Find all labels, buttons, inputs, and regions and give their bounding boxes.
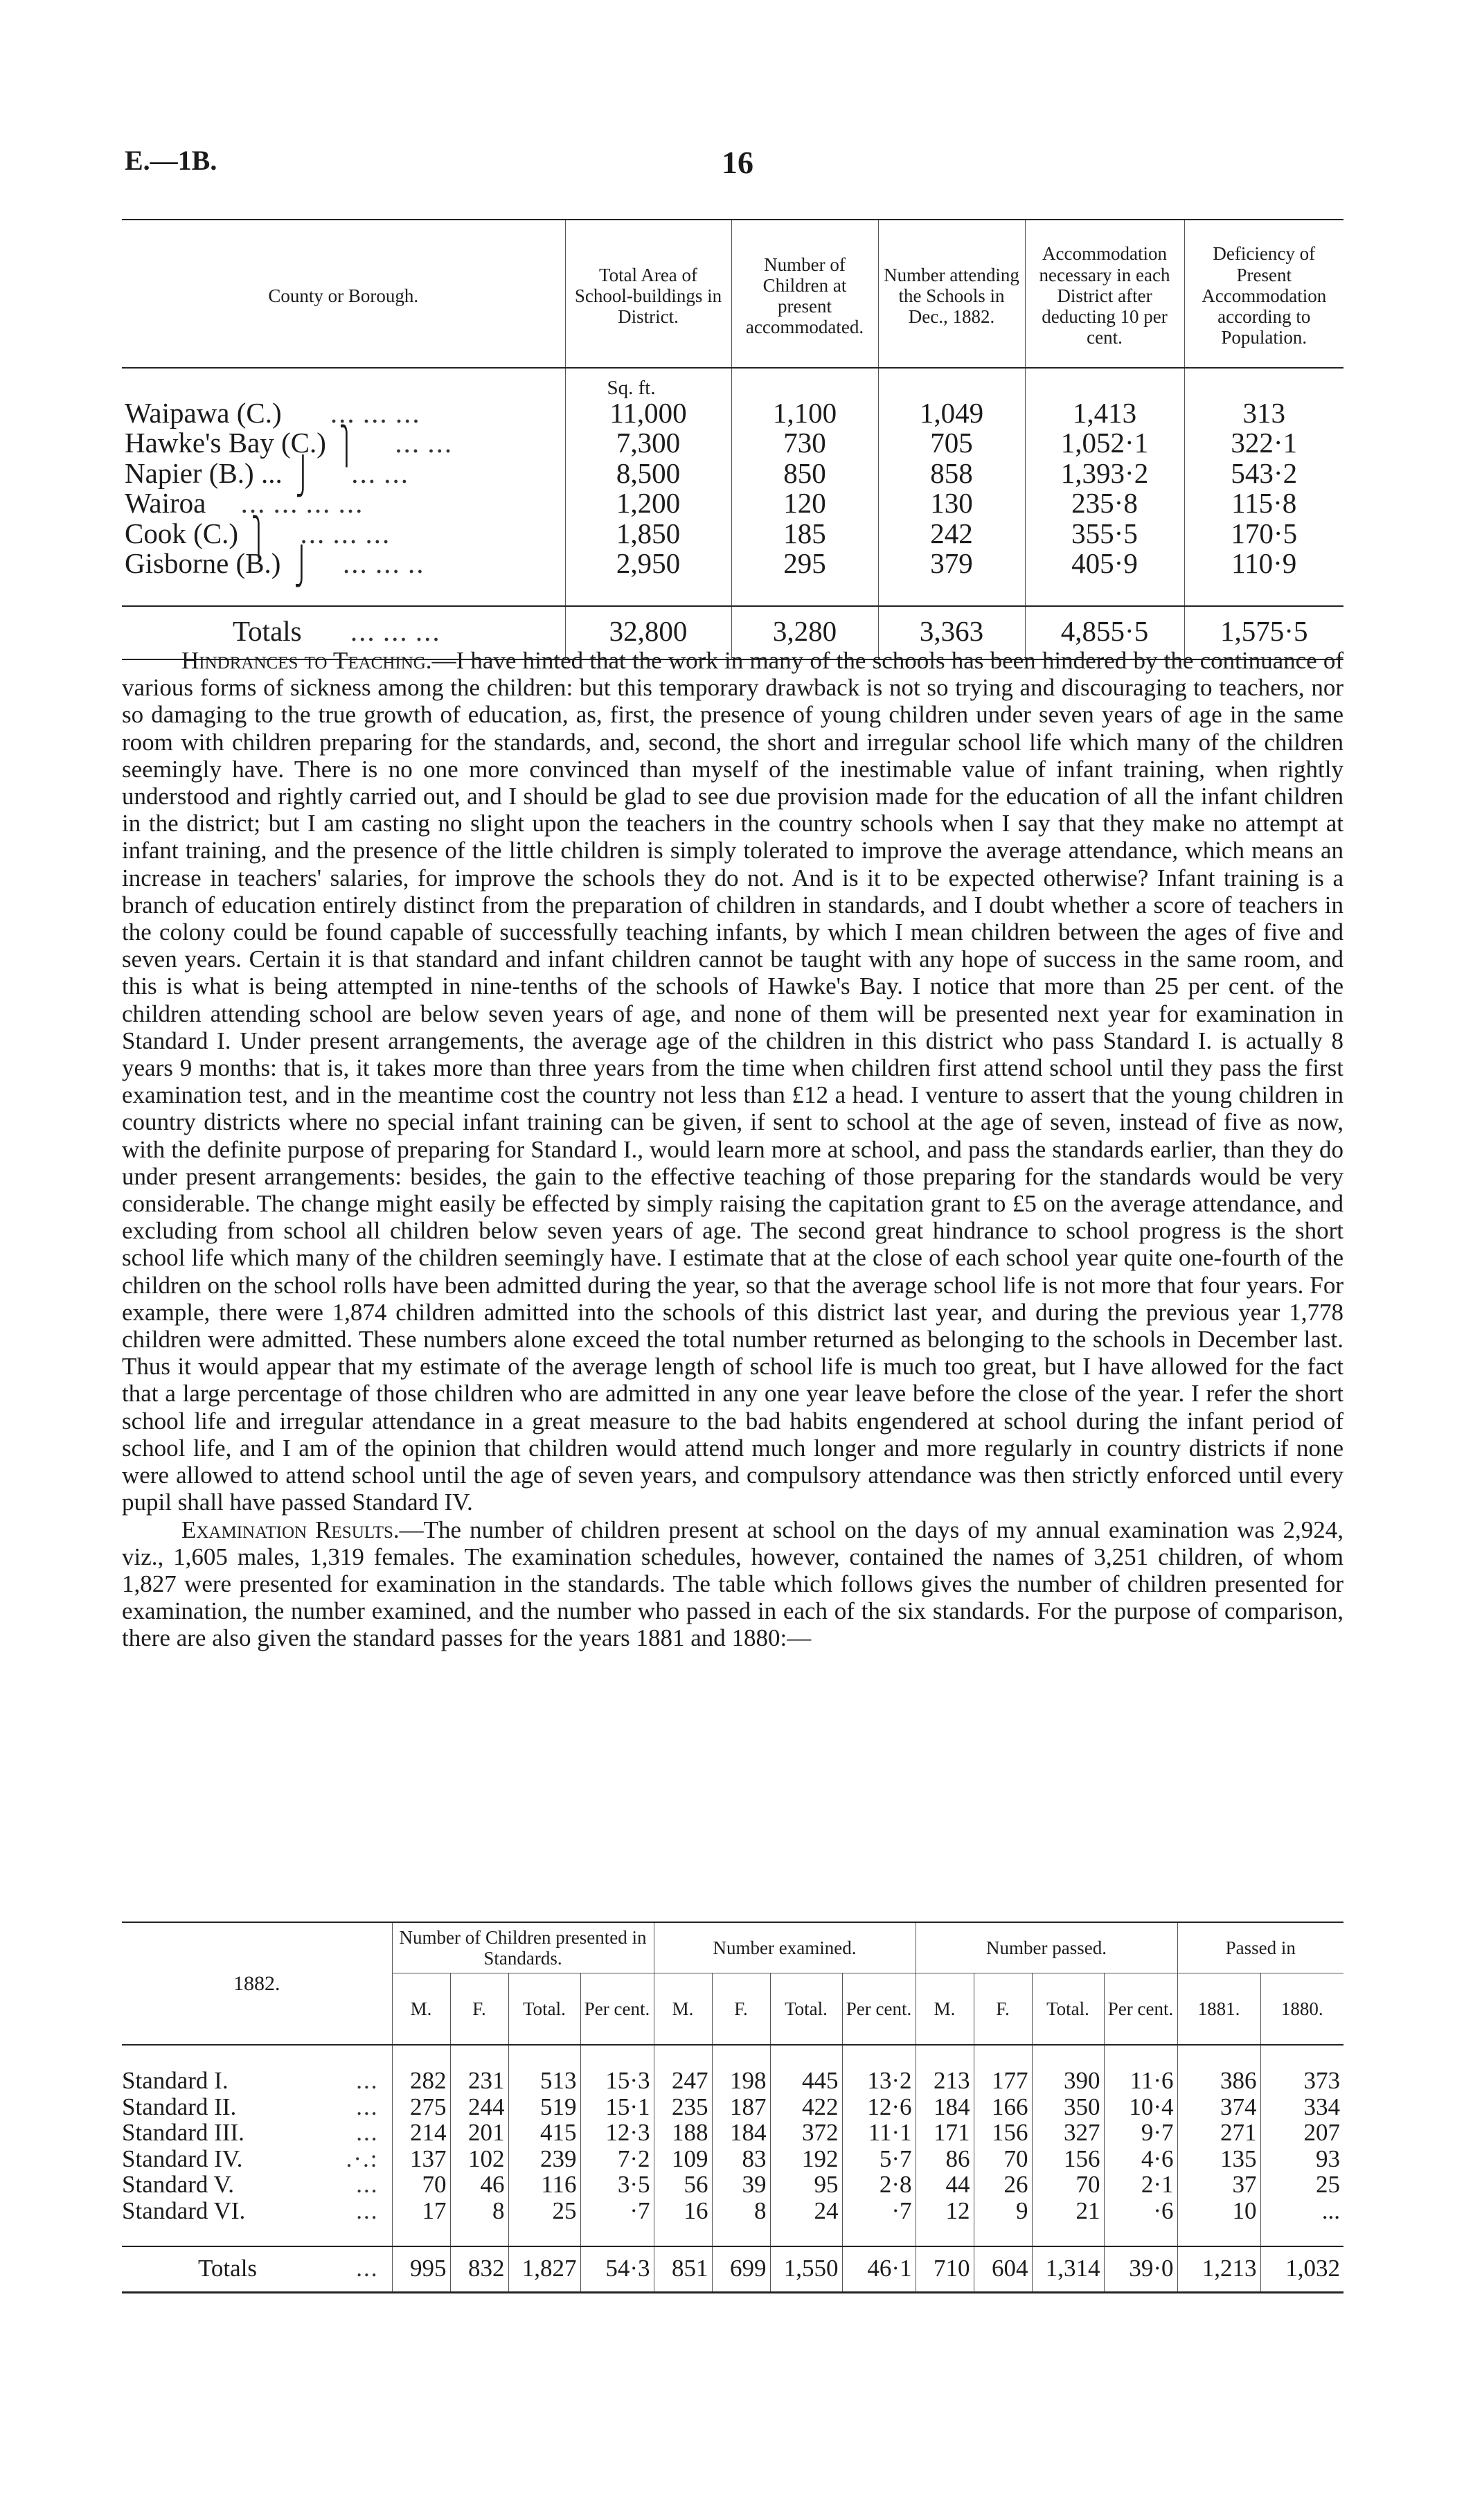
leader-dots: ... bbox=[356, 2067, 379, 2095]
cell-necessary: 1,393·2 bbox=[1025, 459, 1184, 488]
brace-top-icon: ⎫ bbox=[339, 427, 355, 467]
sub-header: F. bbox=[712, 1973, 770, 2046]
table-cell: 184 bbox=[712, 2120, 770, 2145]
table-cell: 1,032 bbox=[1260, 2246, 1344, 2292]
cell-deficiency: 110·9 bbox=[1184, 549, 1344, 578]
table-cell: 4·6 bbox=[1104, 2146, 1177, 2172]
sub-header: M. bbox=[916, 1973, 974, 2046]
cell-accommodated: 185 bbox=[731, 519, 878, 549]
group-examined: Number examined. bbox=[654, 1922, 916, 1973]
table-cell: 102 bbox=[450, 2146, 508, 2172]
table-cell: 207 bbox=[1260, 2120, 1344, 2145]
table-cell: 334 bbox=[1260, 2094, 1344, 2120]
row-name: Standard II. bbox=[122, 2093, 237, 2120]
table-cell: 11·1 bbox=[842, 2120, 916, 2145]
totals-row bbox=[122, 2246, 1344, 2292]
cell-area: 8,500 bbox=[565, 459, 731, 488]
leader-dots: ... bbox=[356, 2171, 379, 2199]
table-cell: 214 bbox=[392, 2120, 450, 2145]
table-cell: 135 bbox=[1177, 2146, 1260, 2172]
table-cell: 710 bbox=[916, 2246, 974, 2292]
cell-accommodated: 120 bbox=[731, 488, 878, 518]
group-header-row bbox=[122, 1922, 1344, 1973]
table-cell: 184 bbox=[916, 2094, 974, 2120]
row-name: Standard IV. bbox=[122, 2145, 243, 2172]
table-cell: 177 bbox=[974, 2068, 1032, 2093]
table-cell: 231 bbox=[450, 2068, 508, 2093]
cell-attending: 705 bbox=[878, 428, 1025, 458]
table-cell: 116 bbox=[508, 2172, 580, 2197]
col-attending: Number attending the Schools in Dec., 1882. bbox=[878, 220, 1025, 368]
table-cell: 12·3 bbox=[580, 2120, 654, 2145]
table-cell: 13·2 bbox=[842, 2068, 916, 2093]
table-cell: 15·3 bbox=[580, 2068, 654, 2093]
table-cell: 8 bbox=[712, 2198, 770, 2224]
row-name: Standard III. bbox=[122, 2119, 244, 2147]
table-row: Cook (C.) ⎫ ... ... ... 1,850 185 242 355·5 170·5 bbox=[122, 519, 1344, 549]
table-cell: 1,314 bbox=[1032, 2246, 1104, 2292]
cell-accommodated: 295 bbox=[731, 549, 878, 578]
sub-header: Total. bbox=[508, 1973, 580, 2046]
table-cell: 86 bbox=[916, 2146, 974, 2172]
row-label-cell bbox=[122, 2068, 392, 2093]
row-label-cell bbox=[122, 2094, 392, 2120]
row-label-cell bbox=[122, 2172, 392, 2197]
table-cell: 93 bbox=[1260, 2146, 1344, 2172]
table-cell: 7·2 bbox=[580, 2146, 654, 2172]
table-cell: 5·7 bbox=[842, 2146, 916, 2172]
table-cell: 350 bbox=[1032, 2094, 1104, 2120]
table-cell: 12·6 bbox=[842, 2094, 916, 2120]
table-cell: 390 bbox=[1032, 2068, 1104, 2093]
table-cell: 137 bbox=[392, 2146, 450, 2172]
leader-dots: ... bbox=[356, 2255, 379, 2282]
table-cell: 9 bbox=[974, 2198, 1032, 2224]
table-cell: 11·6 bbox=[1104, 2068, 1177, 2093]
unit-label: Sq. ft. bbox=[565, 368, 731, 398]
cell-necessary: 1,052·1 bbox=[1025, 428, 1184, 458]
table-cell: 247 bbox=[654, 2068, 712, 2093]
cell-accommodated: 1,100 bbox=[731, 398, 878, 428]
table-cell: 37 bbox=[1177, 2172, 1260, 2197]
row-name: Waipawa (C.) bbox=[125, 397, 282, 429]
table-cell: 10·4 bbox=[1104, 2094, 1177, 2120]
col-deficiency: Deficiency of Present Accommodation according to Population. bbox=[1184, 220, 1344, 368]
sub-header: M. bbox=[392, 1973, 450, 2046]
table-cell: 39 bbox=[712, 2172, 770, 2197]
cell-attending: 242 bbox=[878, 519, 1025, 549]
table-cell: 70 bbox=[1032, 2172, 1104, 2197]
table-row bbox=[122, 2146, 1344, 2172]
cell-area: 32,800 bbox=[565, 606, 731, 659]
row-label-cell bbox=[122, 2198, 392, 2224]
col-county: County or Borough. bbox=[122, 220, 565, 368]
standards-table bbox=[122, 1922, 1344, 2293]
cell-necessary: 405·9 bbox=[1025, 549, 1184, 578]
table-cell: 10 bbox=[1177, 2198, 1260, 2224]
group-passed: Number passed. bbox=[916, 1922, 1177, 1973]
table-cell: 604 bbox=[974, 2246, 1032, 2292]
row-name: Napier (B.) ... bbox=[125, 456, 283, 489]
table-cell: 156 bbox=[1032, 2146, 1104, 2172]
table-row: Gisborne (B.) ⎭ ... ... .. 2,950 295 379 405·9 110·9 bbox=[122, 549, 1344, 578]
cell-accommodated: 3,280 bbox=[731, 606, 878, 659]
spacer-row bbox=[122, 2224, 1344, 2246]
cell-area: 2,950 bbox=[565, 549, 731, 578]
cell-area: 7,300 bbox=[565, 428, 731, 458]
sub-header: Total. bbox=[770, 1973, 842, 2046]
table-cell: 1,550 bbox=[770, 2246, 842, 2292]
row-name: Wairoa bbox=[125, 487, 206, 520]
examination-heading: Examination Results. bbox=[181, 1516, 400, 1543]
table-cell: 26 bbox=[974, 2172, 1032, 2197]
row-name: Standard VI. bbox=[122, 2197, 246, 2224]
cell-area: 1,850 bbox=[565, 519, 731, 549]
cell-deficiency: 543·2 bbox=[1184, 459, 1344, 488]
table-cell: 17 bbox=[392, 2198, 450, 2224]
table-cell: 235 bbox=[654, 2094, 712, 2120]
cell-necessary: 235·8 bbox=[1025, 488, 1184, 518]
hindrances-body: —I have hinted that the work in many of the schools has been hindered by the continuance of various forms of sickness among the children: but this temporary drawback is not so trying and discouraging to teachers, nor so damaging to the true growth of education, as, first, the presence of young children under seven years of age in the same room with children preparing for the standards, and, second, the short and irregular school life which many of the children seemingly have. There is no one more convinced than myself of the inestimable value of infant training, when rightly understood and rightly carried out, and I should be glad to see due provision made for the education of all the infant children in the district; but I am casting no slight upon the teachers in the country schools when I say that they make no attempt at infant training, and the presence of the little children is simply tolerated to improve the average attendance, which means an increase in teachers' salaries, for improve the schools they do not. And is it to be expected otherwise? Infant training is a branch of education entirely distinct from the preparation of children in standards, and I doubt whether a score of teachers in the colony could be found capable of successfully teaching infants, by which I mean children between the ages of five and seven years. Certain it is that standard and infant children cannot be taught with any hope of success in the same room, and this is what is being attempted in nine-tenths of the schools of Hawke's Bay. I notice that more than 25 per cent. of the children attending school are below seven years of age, and none of them will be presented next year for examination in Standard I. Under present arrangements, the average age of the children in this district who pass Standard I. is actually 8 years 9 months: that is, it takes more than three years from the time when children first attend school until they pass the first examination test, and in the meantime cost the country not less than £12 a head. I venture to assert that the young children in country districts where no special infant training can be given, if sent to school at the age of seven, instead of five as now, with the definite purpose of preparing for Standard I., would learn more at school, and pass the standards earlier, than they do under present arrangements: besides, the gain to the effective teaching of those preparing for the standards would be very considerable. The change might easily be effected by simply raising the capitation grant to £5 on the average attendance, and excluding from school all children below seven years of age. The second great hindrance to school progress is the short school life which many of the children seemingly have. I estimate that at the close of each school year quite one-fourth of the children on the school rolls have been admitted during the year, so that the average school life is not more that four years. For example, there were 1,874 children admitted into the schools of this district last year, and during the previous year 1,778 children were admitted. These numbers alone exceed the total number returned as belonging to the schools in December last. Thus it would appear that my estimate of the average length of school life is much too great, but I have allowed for the fact that a large percentage of those children who are admitted in any one year leave before the close of the year. I refer the short school life and irregular attendance in a great measure to the bad habits engendered at school during the infant period of school life, and I am of the opinion that children would attend much longer and more regularly in country districts if none were allowed to attend school until the age of seven years, and compulsory attendance was then strictly enforced until every pupil shall have passed Standard IV. bbox=[122, 647, 1344, 1516]
table-cell: 2·1 bbox=[1104, 2172, 1177, 2197]
sub-header: 1881. bbox=[1177, 1973, 1260, 2046]
table-cell: 445 bbox=[770, 2068, 842, 2093]
cell-necessary: 355·5 bbox=[1025, 519, 1184, 549]
table-cell: 12 bbox=[916, 2198, 974, 2224]
table-cell: 422 bbox=[770, 2094, 842, 2120]
sub-header: Per cent. bbox=[580, 1973, 654, 2046]
table-cell: 699 bbox=[712, 2246, 770, 2292]
accommodation-header-row bbox=[122, 220, 1344, 368]
table-cell: ... bbox=[1260, 2198, 1344, 2224]
row-label-cell bbox=[122, 2146, 392, 2172]
table-cell: 188 bbox=[654, 2120, 712, 2145]
table-cell: 201 bbox=[450, 2120, 508, 2145]
cell-attending: 3,363 bbox=[878, 606, 1025, 659]
row-name: Standard V. bbox=[122, 2171, 235, 2199]
table-cell: 95 bbox=[770, 2172, 842, 2197]
cell-deficiency: 313 bbox=[1184, 398, 1344, 428]
table-cell: 372 bbox=[770, 2120, 842, 2145]
table-cell: 373 bbox=[1260, 2068, 1344, 2093]
row-name: Standard I. bbox=[122, 2067, 229, 2095]
cell-attending: 1,049 bbox=[878, 398, 1025, 428]
cell-attending: 130 bbox=[878, 488, 1025, 518]
sub-header: 1880. bbox=[1260, 1973, 1344, 2046]
page-header bbox=[125, 144, 1344, 186]
report-text bbox=[122, 647, 1344, 1652]
table-cell: 851 bbox=[654, 2246, 712, 2292]
cell-necessary: 1,413 bbox=[1025, 398, 1184, 428]
table-cell: 1,213 bbox=[1177, 2246, 1260, 2292]
table-cell: 46·1 bbox=[842, 2246, 916, 2292]
table-row bbox=[122, 2094, 1344, 2120]
sub-header: M. bbox=[654, 1973, 712, 2046]
unit-row bbox=[122, 368, 1344, 398]
cell-accommodated: 730 bbox=[731, 428, 878, 458]
examination-body: —The number of children present at school on the days of my annual examination was 2,924, viz., 1,605 males, 1,319 females. The examination schedules, however, contained the names of 3,251 children, of whom 1,827 were presented for examination in the standards. The table which follows gives the number of children presented for examination, the number examined, and the number who passed in each of the six standards. For the purpose of comparison, there are also given the standard passes for the years 1881 and 1880:— bbox=[122, 1516, 1344, 1652]
table-row bbox=[122, 2120, 1344, 2145]
cell-deficiency: 1,575·5 bbox=[1184, 606, 1344, 659]
table-cell: 271 bbox=[1177, 2120, 1260, 2145]
table-cell: 239 bbox=[508, 2146, 580, 2172]
table-cell: ·7 bbox=[842, 2198, 916, 2224]
totals-row: Totals ... ... ... 32,800 3,280 3,363 4,855·5 1,575·5 bbox=[122, 606, 1344, 659]
table-cell: 513 bbox=[508, 2068, 580, 2093]
table-cell: 70 bbox=[392, 2172, 450, 2197]
col-accommodated: Number of Children at present accommodated. bbox=[731, 220, 878, 368]
leader-dots: .·.: bbox=[346, 2145, 379, 2172]
table-cell: 21 bbox=[1032, 2198, 1104, 2224]
table-cell: 46 bbox=[450, 2172, 508, 2197]
table-cell: 192 bbox=[770, 2146, 842, 2172]
table-row bbox=[122, 2198, 1344, 2224]
hindrances-paragraph bbox=[122, 647, 1344, 1516]
cell-necessary: 4,855·5 bbox=[1025, 606, 1184, 659]
table-cell: 156 bbox=[974, 2120, 1032, 2145]
table-row: Waipawa (C.) ... ... ... 11,000 1,100 1,049 1,413 313 bbox=[122, 398, 1344, 428]
table-cell: 25 bbox=[508, 2198, 580, 2224]
table-cell: 16 bbox=[654, 2198, 712, 2224]
table-row bbox=[122, 2172, 1344, 2197]
table-row: Hawke's Bay (C.) ⎫ ... ... 7,300 730 705 1,052·1 322·1 bbox=[122, 428, 1344, 458]
table-cell: 282 bbox=[392, 2068, 450, 2093]
table-cell: 187 bbox=[712, 2094, 770, 2120]
sub-header: Per cent. bbox=[1104, 1973, 1177, 2046]
cell-accommodated: 850 bbox=[731, 459, 878, 488]
table-cell: 56 bbox=[654, 2172, 712, 2197]
table-cell: 213 bbox=[916, 2068, 974, 2093]
group-presented: Number of Children presented in Standards. bbox=[392, 1922, 654, 1973]
totals-label: Totals bbox=[233, 614, 302, 647]
table-cell: 198 bbox=[712, 2068, 770, 2093]
cell-deficiency: 115·8 bbox=[1184, 488, 1344, 518]
table-cell: 54·3 bbox=[580, 2246, 654, 2292]
table-cell: 1,827 bbox=[508, 2246, 580, 2292]
row-name: Hawke's Bay (C.) bbox=[125, 427, 326, 459]
totals-label: Totals bbox=[198, 2255, 258, 2282]
sub-header: F. bbox=[974, 1973, 1032, 2046]
hindrances-heading: Hindrances to Teaching. bbox=[181, 647, 432, 674]
page-number: 16 bbox=[722, 145, 753, 180]
accommodation-table bbox=[122, 219, 1344, 660]
table-cell: 3·5 bbox=[580, 2172, 654, 2197]
row-label-cell bbox=[122, 2246, 392, 2292]
leader-dots: ... bbox=[356, 2093, 379, 2120]
table-cell: 519 bbox=[508, 2094, 580, 2120]
table-cell: 832 bbox=[450, 2246, 508, 2292]
brace-top-icon: ⎫ bbox=[251, 517, 267, 557]
table-row: Wairoa ... ... ... ... 1,200 120 130 235·8 115·8 bbox=[122, 488, 1344, 518]
sub-header: F. bbox=[450, 1973, 508, 2046]
leader-dots: ... bbox=[356, 2119, 379, 2147]
table-cell: 171 bbox=[916, 2120, 974, 2145]
table-cell: ·7 bbox=[580, 2198, 654, 2224]
col-necessary: Accommodation necessary in each District after deducting 10 per cent. bbox=[1025, 220, 1184, 368]
cell-deficiency: 322·1 bbox=[1184, 428, 1344, 458]
table-row bbox=[122, 2068, 1344, 2093]
table-cell: 39·0 bbox=[1104, 2246, 1177, 2292]
table-cell: 44 bbox=[916, 2172, 974, 2197]
cell-attending: 858 bbox=[878, 459, 1025, 488]
table-cell: 109 bbox=[654, 2146, 712, 2172]
leader-dots: ... bbox=[356, 2197, 379, 2224]
brace-bottom-icon: ⎭ bbox=[294, 547, 309, 587]
table-cell: 15·1 bbox=[580, 2094, 654, 2120]
table-row: Napier (B.) ... ⎭ ... ... 8,500 850 858 1,393·2 543·2 bbox=[122, 459, 1344, 488]
table-cell: 166 bbox=[974, 2094, 1032, 2120]
cell-area: 11,000 bbox=[565, 398, 731, 428]
sub-header: Total. bbox=[1032, 1973, 1104, 2046]
table-cell: 70 bbox=[974, 2146, 1032, 2172]
document-reference: E.—1B. bbox=[125, 145, 217, 176]
group-passed-in: Passed in bbox=[1177, 1922, 1344, 1973]
table-cell: 995 bbox=[392, 2246, 450, 2292]
row-label-cell bbox=[122, 2120, 392, 2145]
spacer-row bbox=[122, 2045, 1344, 2068]
table-cell: 2·8 bbox=[842, 2172, 916, 2197]
table-cell: 24 bbox=[770, 2198, 842, 2224]
year-label: 1882. bbox=[122, 1922, 392, 2045]
examination-paragraph bbox=[122, 1516, 1344, 1652]
cell-deficiency: 170·5 bbox=[1184, 519, 1344, 549]
table-cell: 415 bbox=[508, 2120, 580, 2145]
table-cell: 386 bbox=[1177, 2068, 1260, 2093]
row-name: Gisborne (B.) bbox=[125, 547, 281, 580]
table-cell: 244 bbox=[450, 2094, 508, 2120]
table-cell: 8 bbox=[450, 2198, 508, 2224]
brace-bottom-icon: ⎭ bbox=[295, 456, 311, 497]
table-cell: 9·7 bbox=[1104, 2120, 1177, 2145]
table-cell: 25 bbox=[1260, 2172, 1344, 2197]
table-cell: 374 bbox=[1177, 2094, 1260, 2120]
table-cell: 83 bbox=[712, 2146, 770, 2172]
sub-header: Per cent. bbox=[842, 1973, 916, 2046]
table-cell: 327 bbox=[1032, 2120, 1104, 2145]
row-name: Cook (C.) bbox=[125, 517, 238, 549]
cell-attending: 379 bbox=[878, 549, 1025, 578]
col-area: Total Area of School-buildings in District. bbox=[565, 220, 731, 368]
cell-area: 1,200 bbox=[565, 488, 731, 518]
table-cell: 275 bbox=[392, 2094, 450, 2120]
table-cell: ·6 bbox=[1104, 2198, 1177, 2224]
